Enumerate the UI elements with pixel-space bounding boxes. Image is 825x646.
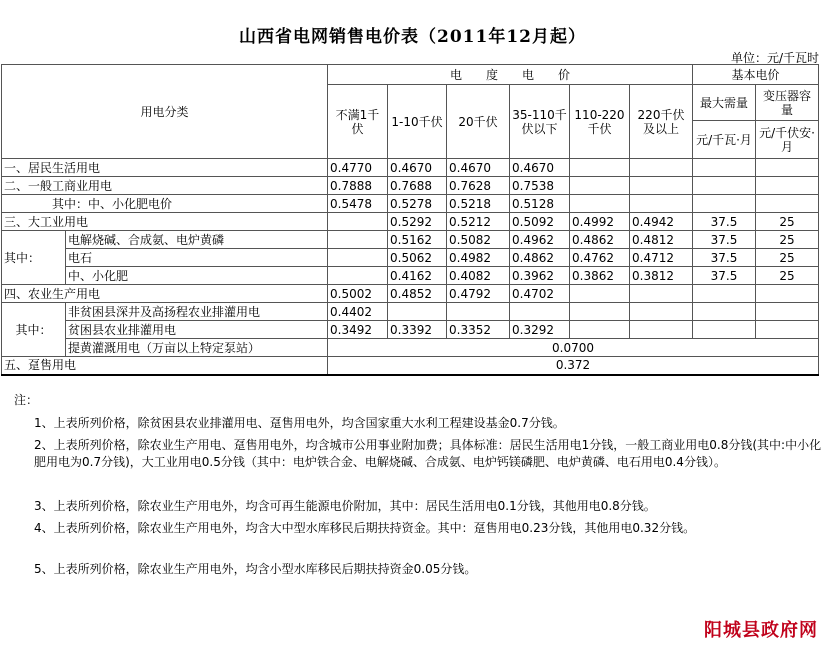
cell: 0.5292 bbox=[388, 213, 447, 231]
row-label: 四、农业生产用电 bbox=[2, 285, 328, 303]
cell: 0.4702 bbox=[510, 285, 570, 303]
cell: 25 bbox=[756, 249, 819, 267]
col-1-10kv: 1-10千伏 bbox=[388, 85, 447, 159]
cell: 0.4812 bbox=[630, 231, 693, 249]
table-row bbox=[2, 357, 819, 375]
cell bbox=[630, 285, 693, 303]
cell: 0.5218 bbox=[447, 195, 510, 213]
table-row bbox=[2, 231, 819, 249]
cell: 0.4670 bbox=[447, 159, 510, 177]
cell bbox=[328, 213, 388, 231]
cell: 37.5 bbox=[693, 267, 756, 285]
cell bbox=[328, 249, 388, 267]
cell bbox=[693, 159, 756, 177]
table-row bbox=[2, 339, 819, 357]
header-energy-price: 电 度 电 价 bbox=[328, 65, 693, 85]
cell: 0.3962 bbox=[510, 267, 570, 285]
row-label: 中、小化肥 bbox=[66, 267, 328, 285]
note-3: 3、上表所列价格，除农业生产用电外，均含可再生能源电价附加，其中：居民生活用电0.1分钱，其他用电0.8分钱。 bbox=[34, 499, 656, 513]
cell: 0.4992 bbox=[570, 213, 630, 231]
cell: 37.5 bbox=[693, 231, 756, 249]
cell: 0.4712 bbox=[630, 249, 693, 267]
cell bbox=[447, 303, 510, 321]
cell bbox=[693, 285, 756, 303]
table-row bbox=[2, 321, 819, 339]
table-row bbox=[2, 213, 819, 231]
cell: 0.4942 bbox=[630, 213, 693, 231]
cell bbox=[328, 231, 388, 249]
table-row bbox=[2, 177, 819, 195]
cell bbox=[570, 195, 630, 213]
cell: 0.4792 bbox=[447, 285, 510, 303]
cell bbox=[693, 321, 756, 339]
table-row bbox=[2, 195, 819, 213]
cell: 0.4962 bbox=[510, 231, 570, 249]
cell bbox=[630, 321, 693, 339]
col-20kv: 20千伏 bbox=[447, 85, 510, 159]
cell: 0.5278 bbox=[388, 195, 447, 213]
col-max-demand: 最大需量 bbox=[693, 85, 756, 121]
cell: 25 bbox=[756, 267, 819, 285]
cell: 0.5092 bbox=[510, 213, 570, 231]
cell bbox=[570, 303, 630, 321]
merged-value: 0.0700 bbox=[328, 339, 819, 357]
max-demand-unit: 元/千瓦·月 bbox=[693, 121, 756, 159]
note-2-text: 2、上表所列价格，除农业生产用电、趸售用电外，均含城市公用事业附加费；具体标准：居民生活用电1分钱，一般工商业用电0.8分钱(其中:中小化肥用电为0.7分钱)，大工业用电0.5分钱（其中：电炉铁合金、电解烧碱、合成氨、电炉钙镁磷肥、电炉黄磷、电石用电0.4分钱）。 bbox=[34, 438, 822, 469]
cell: 0.4082 bbox=[447, 267, 510, 285]
cell bbox=[630, 195, 693, 213]
cell bbox=[388, 303, 447, 321]
col-220kv-above: 220千伏及以上 bbox=[630, 85, 693, 159]
cell bbox=[630, 177, 693, 195]
cell bbox=[570, 285, 630, 303]
notes-label: 注： bbox=[14, 393, 39, 407]
row-label: 贫困县农业排灌用电 bbox=[66, 321, 328, 339]
row-label: 提黄灌溉用电（万亩以上特定泵站） bbox=[66, 339, 328, 357]
header-basic-price: 基本电价 bbox=[693, 65, 819, 85]
col-110-220kv: 110-220千伏 bbox=[570, 85, 630, 159]
cell: 0.3492 bbox=[328, 321, 388, 339]
qizhong-label: 其中： bbox=[2, 231, 66, 285]
cell: 0.7628 bbox=[447, 177, 510, 195]
note-4: 4、上表所列价格，除农业生产用电外，均含大中型水库移民后期扶持资金。其中：趸售用电0.23分钱，其他用电0.32分钱。 bbox=[34, 521, 696, 535]
col-transformer: 变压器容量 bbox=[756, 85, 819, 121]
note-5: 5、上表所列价格，除农业生产用电外，均含小型水库移民后期扶持资金0.05分钱。 bbox=[34, 562, 477, 576]
cell: 0.3862 bbox=[570, 267, 630, 285]
cell: 0.5162 bbox=[388, 231, 447, 249]
cell: 37.5 bbox=[693, 213, 756, 231]
cell bbox=[630, 159, 693, 177]
watermark: 阳城县政府网 bbox=[704, 620, 818, 641]
cell: 37.5 bbox=[693, 249, 756, 267]
cell: 0.5062 bbox=[388, 249, 447, 267]
cell: 0.3812 bbox=[630, 267, 693, 285]
row-label: 一、居民生活用电 bbox=[2, 159, 328, 177]
row-label: 三、大工业用电 bbox=[2, 213, 328, 231]
cell: 0.7688 bbox=[388, 177, 447, 195]
cell: 0.4862 bbox=[510, 249, 570, 267]
cell: 0.3292 bbox=[510, 321, 570, 339]
row-label: 电石 bbox=[66, 249, 328, 267]
cell bbox=[570, 321, 630, 339]
cell bbox=[756, 303, 819, 321]
cell bbox=[756, 321, 819, 339]
cell bbox=[510, 303, 570, 321]
cell bbox=[630, 303, 693, 321]
merged-value: 0.372 bbox=[328, 357, 819, 375]
cell: 0.4862 bbox=[570, 231, 630, 249]
cell: 0.5478 bbox=[328, 195, 388, 213]
cell: 0.4852 bbox=[388, 285, 447, 303]
cell: 0.3352 bbox=[447, 321, 510, 339]
cell: 0.7888 bbox=[328, 177, 388, 195]
col-under-1kv: 不满1千伏 bbox=[328, 85, 388, 159]
transformer-unit: 元/千伏安·月 bbox=[756, 121, 819, 159]
qizhong-label-2: 其中： bbox=[2, 303, 66, 357]
cell bbox=[693, 195, 756, 213]
cell: 0.4670 bbox=[388, 159, 447, 177]
cell: 0.5212 bbox=[447, 213, 510, 231]
cell: 0.7538 bbox=[510, 177, 570, 195]
cell: 0.5082 bbox=[447, 231, 510, 249]
cell bbox=[570, 177, 630, 195]
cell: 0.5128 bbox=[510, 195, 570, 213]
notes bbox=[0, 392, 825, 576]
header-category: 用电分类 bbox=[2, 65, 328, 159]
row-label: 非贫困县深井及高扬程农业排灌用电 bbox=[66, 303, 328, 321]
cell bbox=[570, 159, 630, 177]
cell: 0.4762 bbox=[570, 249, 630, 267]
cell: 0.3392 bbox=[388, 321, 447, 339]
cell: 0.4770 bbox=[328, 159, 388, 177]
note-2 bbox=[34, 437, 822, 471]
table-row bbox=[2, 285, 819, 303]
table-row bbox=[2, 267, 819, 285]
cell bbox=[756, 159, 819, 177]
cell: 25 bbox=[756, 231, 819, 249]
col-35-110kv: 35-110千伏以下 bbox=[510, 85, 570, 159]
cell: 0.5002 bbox=[328, 285, 388, 303]
unit-label: 单位：元/千瓦时 bbox=[730, 51, 819, 65]
cell bbox=[756, 177, 819, 195]
cell: 0.4162 bbox=[388, 267, 447, 285]
cell bbox=[756, 285, 819, 303]
cell: 25 bbox=[756, 213, 819, 231]
cell bbox=[756, 195, 819, 213]
page-title: 山西省电网销售电价表（2011年12月起） bbox=[239, 27, 586, 47]
cell: 0.4982 bbox=[447, 249, 510, 267]
row-label: 五、趸售用电 bbox=[2, 357, 328, 375]
row-label: 其中：中、小化肥电价 bbox=[2, 195, 328, 213]
cell bbox=[693, 303, 756, 321]
price-table bbox=[1, 64, 819, 376]
cell: 0.4402 bbox=[328, 303, 388, 321]
cell bbox=[328, 267, 388, 285]
row-label: 二、一般工商业用电 bbox=[2, 177, 328, 195]
table-row bbox=[2, 249, 819, 267]
cell bbox=[693, 177, 756, 195]
note-1: 1、上表所列价格，除贫困县农业排灌用电、趸售用电外，均含国家重大水利工程建设基金0.7分钱。 bbox=[34, 416, 565, 430]
table-row bbox=[2, 159, 819, 177]
cell: 0.4670 bbox=[510, 159, 570, 177]
table-row bbox=[2, 303, 819, 321]
row-label: 电解烧碱、合成氨、电炉黄磷 bbox=[66, 231, 328, 249]
